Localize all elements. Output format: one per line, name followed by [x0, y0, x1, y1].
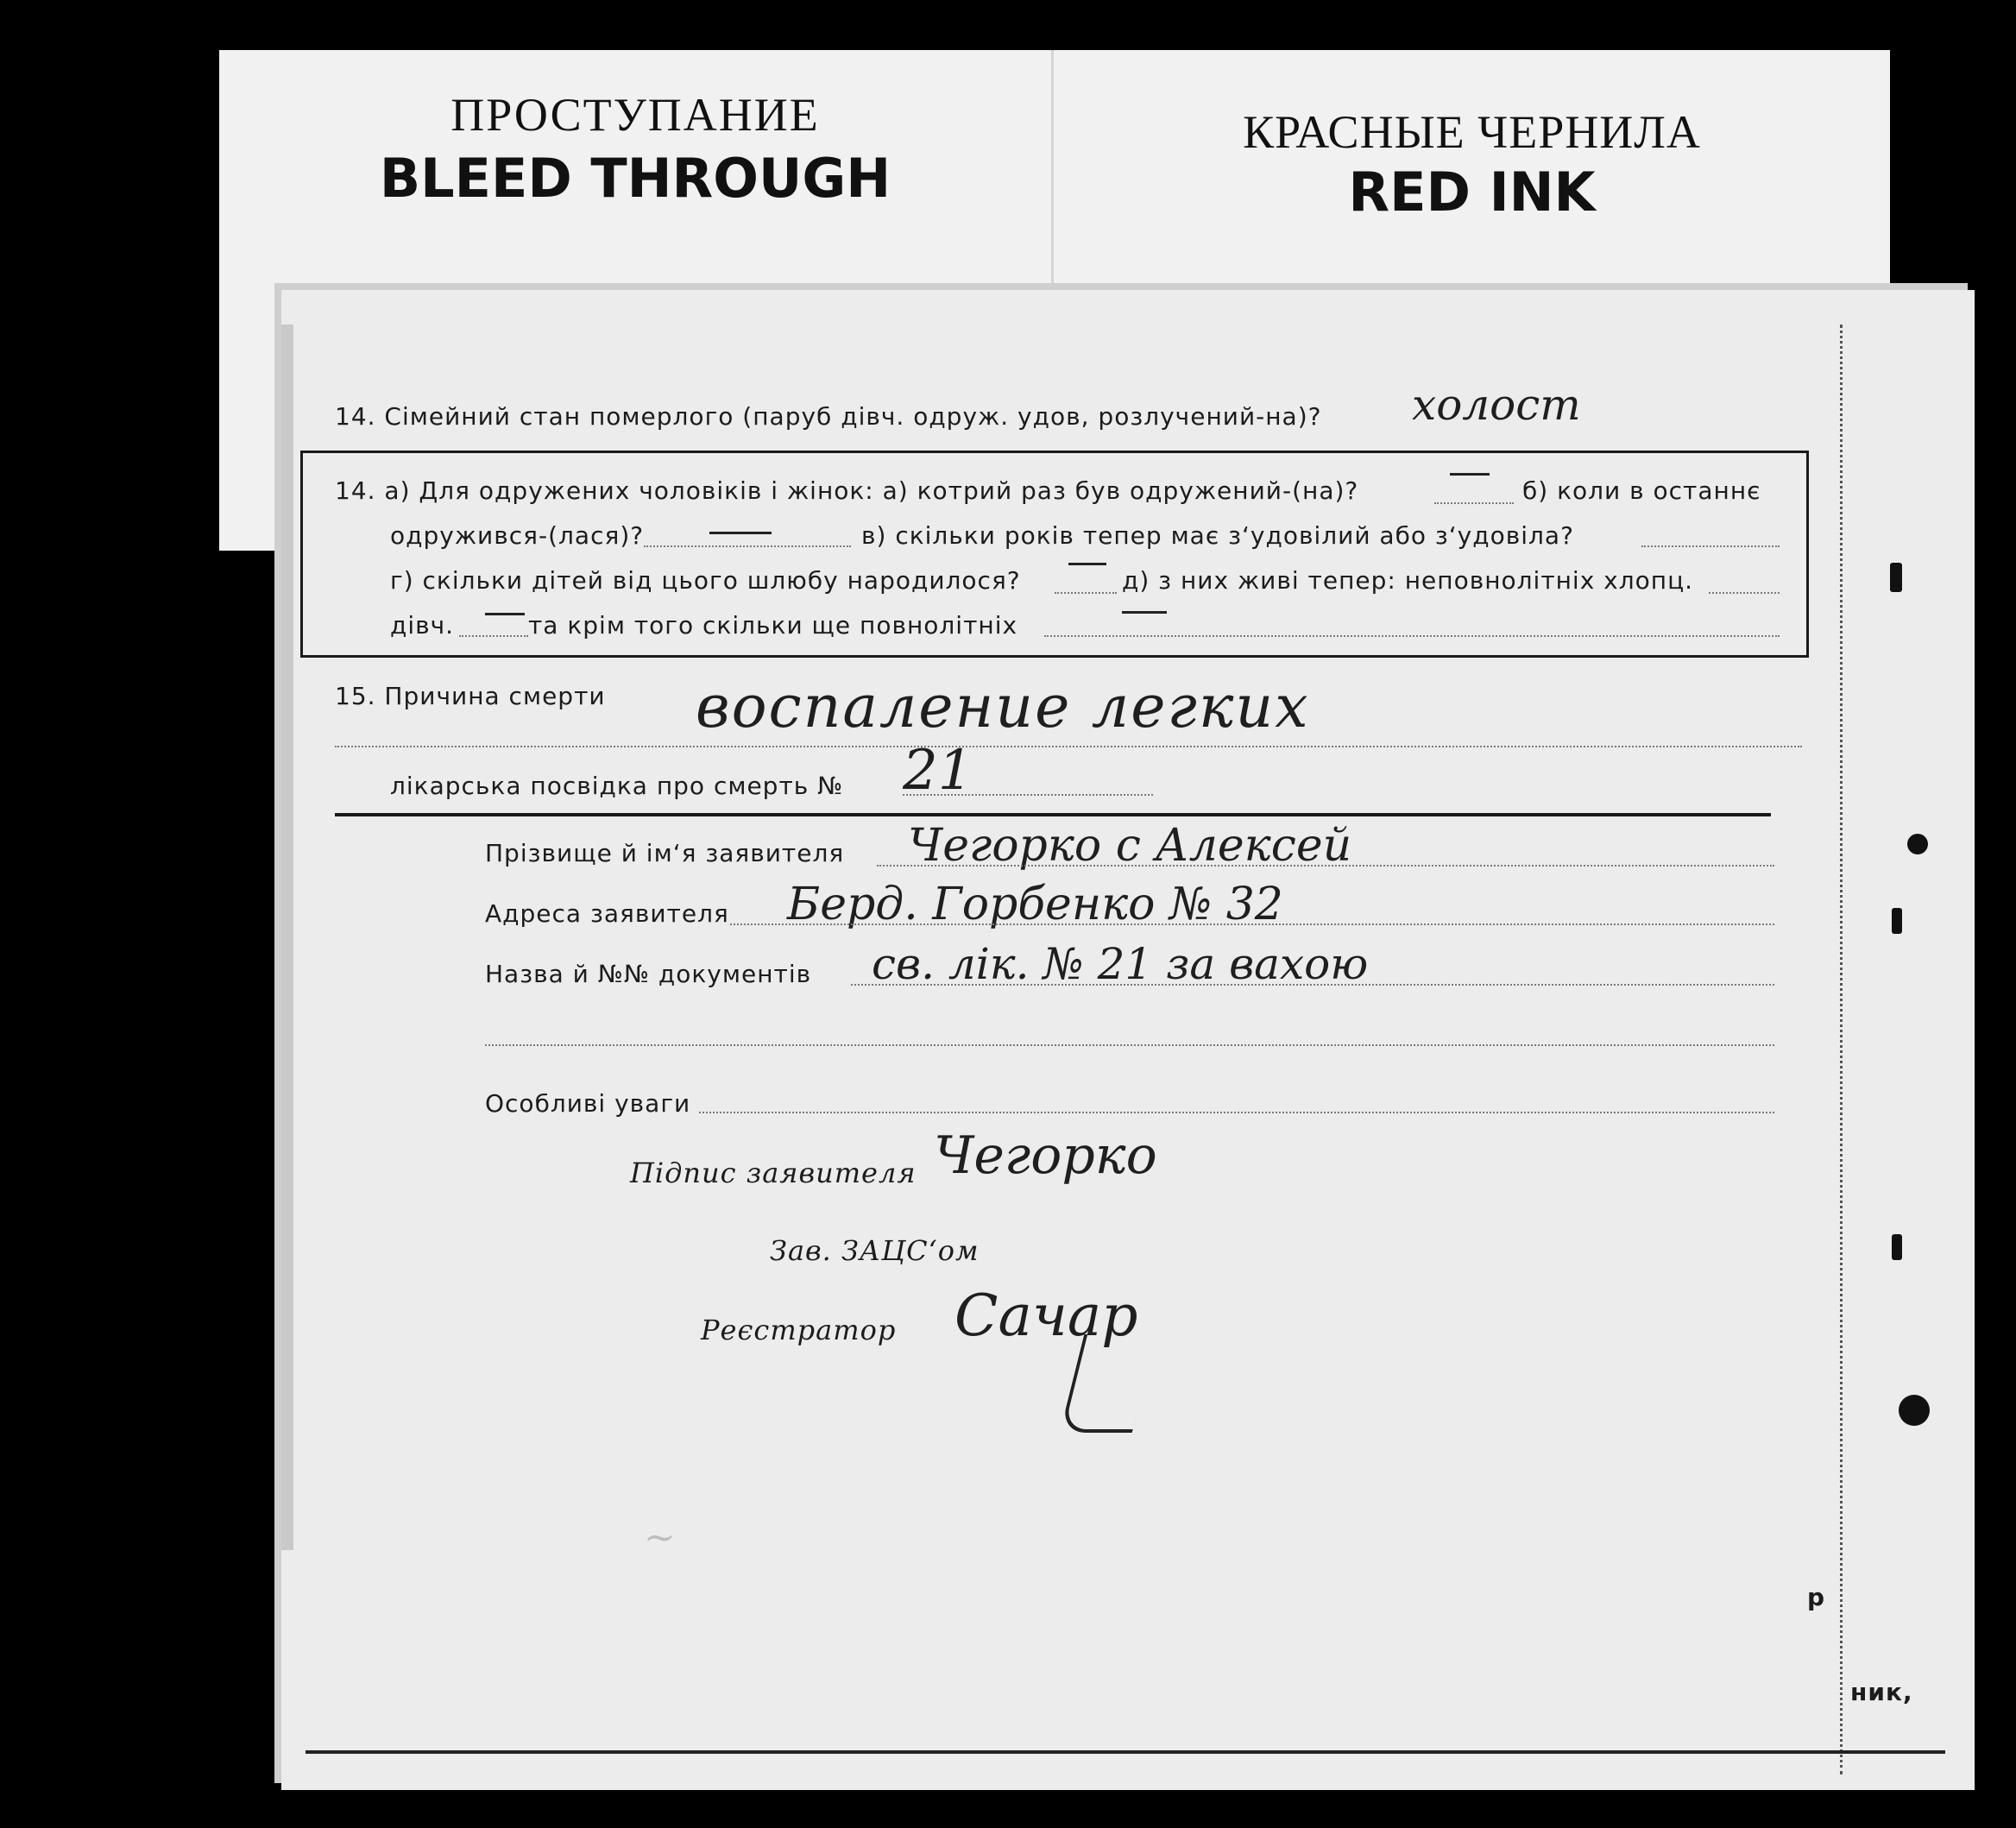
q14a-answer-dash [709, 532, 772, 534]
q14a-line4-a: дівч. [390, 611, 455, 640]
applicant-docs-value: св. лік. № 21 за вахою [872, 939, 1369, 989]
registrar-signature: Сачар [954, 1283, 1138, 1349]
bleed-through-mark: ~ [644, 1516, 676, 1560]
edge-fragment-2: р [1807, 1583, 1826, 1611]
q14a-line4-b: та крім того скільки ще повнолітніх [528, 611, 1018, 640]
punch-mark [1892, 1234, 1902, 1260]
q14a-line3-a: г) скільки дітей від цього шлюбу народилося? [390, 566, 1021, 595]
q14a-line3-b: д) з них живі тепер: неповнолітніх хлопц. [1122, 566, 1694, 595]
q15-cert-dots [903, 794, 1153, 796]
punch-mark [1892, 908, 1902, 934]
q14a-line2-b: в) скільки років тепер має з‘удовілий або з‘удовіла? [861, 521, 1574, 550]
sheet-edge-shadow [281, 325, 293, 1550]
head-zags-label: Зав. ЗАЦС‘ом [770, 1234, 980, 1267]
perforation-line [1840, 325, 1843, 1774]
death-record-form [281, 290, 1975, 1790]
applicant-name-label: Прізвище й ім‘я заявителя [485, 839, 845, 867]
applicant-docs-label: Назва й №№ документів [485, 960, 812, 988]
registrar-signature-flourish [1060, 1334, 1156, 1433]
q15-label: 15. Причина смерти [335, 682, 606, 710]
section-rule [335, 813, 1771, 816]
applicant-address-dots [730, 923, 1774, 925]
applicant-name-dots [877, 865, 1774, 867]
punch-hole [1899, 1395, 1930, 1426]
q14a-line2-a: одружився-(лася)? [390, 521, 645, 550]
applicant-signature: Чегорко [934, 1125, 1157, 1186]
target-bleed-ru: ПРОСТУПАНИЕ [450, 89, 820, 141]
notes-label: Особливі уваги [485, 1089, 691, 1118]
q15-cert-number: 21 [903, 739, 973, 803]
q14a-dots [1055, 592, 1117, 594]
q14a-line1-b: б) коли в останнє [1522, 476, 1761, 505]
applicant-address-value: Берд. Горбенко № 32 [787, 879, 1283, 930]
signature-label: Підпис заявителя [630, 1157, 917, 1189]
q14a-dots [459, 635, 528, 637]
applicant-docs-dots [851, 984, 1774, 986]
q14-answer: холост [1412, 380, 1581, 430]
notes-dots [699, 1112, 1774, 1113]
punch-mark [1907, 834, 1928, 854]
registrar-label: Реєстратор [701, 1314, 897, 1346]
target-redink-ru: КРАСНЫЕ ЧЕРНИЛА [1243, 106, 1701, 158]
q14-label: 14. Сімейний стан померлого (паруб дівч. одруж. удов, розлучений-на)? [335, 402, 1322, 431]
q14a-dots [1434, 502, 1514, 504]
q14a-answer-dash [1068, 563, 1106, 565]
target-redink-en: RED INK [1348, 161, 1596, 224]
q15-dots [335, 746, 1802, 747]
edge-fragment: ник, [1850, 1678, 1913, 1706]
q14a-dots [1044, 635, 1780, 637]
applicant-name-value: Чегорко с Алексей [908, 820, 1352, 872]
q14a-dots [1641, 545, 1780, 547]
q14a-answer-dash [485, 613, 525, 615]
q14a-answer-dash [1450, 473, 1490, 476]
q14a-line1-a: 14. а) Для одружених чоловіків і жінок: а) котрий раз був одружений-(на)? [335, 476, 1359, 505]
q15-cert-label: лікарська посвідка про смерть № [390, 772, 844, 800]
applicant-address-label: Адреса заявителя [485, 899, 729, 928]
punch-mark [1890, 563, 1902, 592]
bottom-rule [306, 1750, 1945, 1754]
q14a-answer-dash [1122, 611, 1167, 614]
applicant-docs-dots-2 [485, 1044, 1774, 1046]
q15-answer: воспаление легких [696, 673, 1310, 741]
q14a-dots [644, 545, 851, 547]
target-bleed-en: BLEED THROUGH [379, 147, 891, 210]
q14a-dots [1709, 592, 1780, 594]
